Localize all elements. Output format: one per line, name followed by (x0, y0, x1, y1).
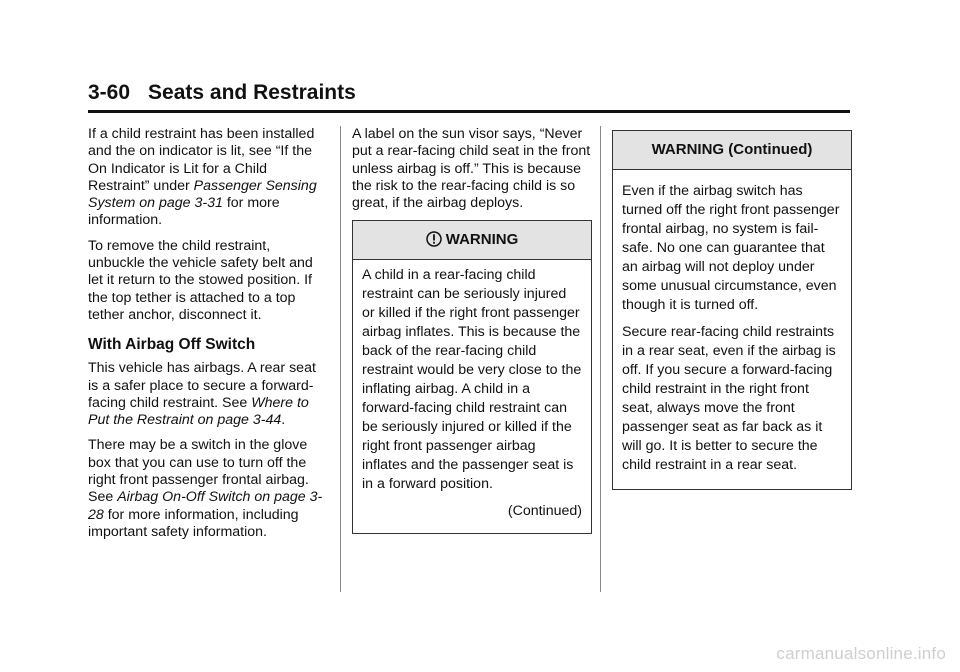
cross-reference-link[interactable]: Airbag On-Off Switch on page 3-28 (88, 489, 323, 523)
subheading: With Airbag Off Switch (88, 336, 256, 354)
warning-header: WARNING (Continued) (613, 131, 851, 170)
warning-text: A child in a rear-facing child restraint can be seriously injured or killed if the right front passenger airbag inflates. This is because the back of the rear-facing child restraint would be very close to the inflating airbag. A child in a forward-facing child restraint can be seriously injured or killed if the right front passenger airbag inflates and the passenger seat is in a forward position. (362, 267, 582, 493)
page-title (88, 80, 850, 106)
column-divider (340, 126, 341, 592)
cross-reference-link[interactable]: Where to Put the Restraint on page 3-44 (88, 394, 309, 429)
warning-header (353, 221, 591, 260)
column-3 (612, 130, 852, 490)
warning-continued-box (612, 130, 852, 490)
paragraph: A label on the sun visor says, “Never put a rear-facing child seat in the front unless airbag is off.” This is because the risk to the rear-facing child is so great, if the airbag deploys. (352, 126, 591, 212)
section-title: Seats and Restraints (148, 81, 356, 104)
warning-text: Secure rear-facing child restraints in a rear seat, even if the airbag is off. If you secure a forward-facing child restraint in the right front seat, always move the front passenger seat as far back as it will go. It is better to secure the child restraint in a rear seat. (622, 324, 836, 473)
page-header (88, 80, 850, 113)
text: This vehicle has airbags. A rear seat is a safer place to secure a forward-facing child restraint. See (88, 360, 316, 411)
text: If a child restraint has been installed and the on indicator is lit, see “If the On Indicator is Lit for a Child Restraint” under (88, 126, 315, 194)
text: for more information, including important safety information. (88, 506, 299, 540)
paragraph (88, 437, 328, 541)
text: . (281, 412, 286, 429)
warning-body (353, 260, 591, 533)
column-divider (600, 126, 601, 592)
warning-triangle-icon (426, 231, 442, 247)
header-rule (88, 110, 850, 113)
warning-title: WARNING (445, 231, 519, 249)
paragraph: To remove the child restraint, unbuckle the vehicle safety belt and let it return to the stowed position. If the top tether is attached to a top tether anchor, disconnect it. (88, 237, 313, 323)
page-number: 3-60 (88, 81, 131, 104)
paragraph (88, 126, 328, 230)
column-2 (352, 126, 592, 534)
watermark: carmanualsonline.info (776, 644, 946, 663)
warning-box (352, 220, 592, 534)
cross-reference-link[interactable]: Passenger Sensing System on page 3-31 (88, 177, 317, 212)
text: for more information. (88, 195, 280, 229)
column-1 (88, 126, 328, 549)
warning-text: Even if the airbag switch has turned off the right front passenger frontal airbag, no system is fail-safe. No one can guarantee that an airbag will not deploy under some unusual circumstance, even though it is turned off. (622, 183, 840, 313)
text: There may be a switch in the glove box that you can use to turn off the right front passenger frontal airbag. See (88, 437, 309, 506)
warning-body (613, 170, 851, 489)
continued-label: (Continued) (507, 503, 582, 520)
paragraph (88, 360, 328, 429)
